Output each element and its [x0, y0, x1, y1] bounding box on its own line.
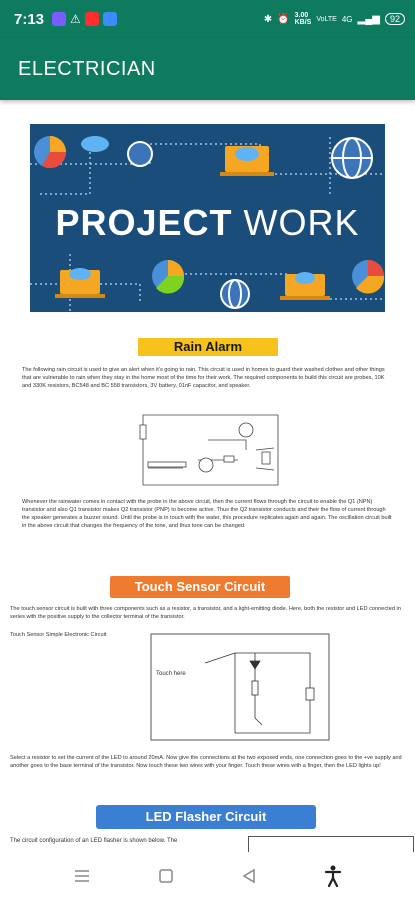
volte-label: VoLTE: [316, 15, 337, 23]
touch-sensor-caption: Touch Sensor Simple Electronic Circuit: [10, 632, 107, 638]
touch-sensor-intro: The touch sensor circuit is built with three components such as a resistor, a transistor, and a light-emitting diode. Here, both the resistor and LED connected in series with the positive supply to the collector terminal of the transistor.: [10, 606, 401, 620]
banner-word-project: PROJECT: [55, 202, 233, 243]
status-right: [264, 12, 405, 26]
navigation-bar: [0, 852, 415, 900]
status-time: 7:13: [14, 10, 45, 28]
touch-sensor-title: Touch Sensor Circuit: [110, 576, 290, 598]
rain-alarm-title: Rain Alarm: [138, 338, 278, 356]
signal-type: 4G: [341, 14, 353, 24]
rain-alarm-circuit-diagram: [128, 410, 288, 490]
accessibility-button[interactable]: [313, 856, 353, 896]
led-flasher-diagram-frame: [248, 836, 414, 852]
signal-icon: ▂▄▆: [357, 13, 380, 25]
accessibility-icon: [324, 865, 342, 887]
youtube-icon: [85, 12, 99, 26]
back-icon: [242, 868, 256, 884]
app-bar: [0, 38, 415, 100]
back-button[interactable]: [229, 856, 269, 896]
project-work-banner: [30, 124, 385, 312]
touch-here-label: Touch here: [156, 671, 186, 677]
cloud-icon: [103, 12, 117, 26]
status-bar: [0, 0, 415, 38]
home-button[interactable]: [146, 856, 186, 896]
alarm-icon: ⏰: [277, 13, 290, 25]
notification-icons: [52, 12, 117, 26]
banner-title: [30, 202, 385, 244]
led-flasher-title: LED Flasher Circuit: [96, 805, 316, 829]
battery-indicator: 92: [385, 13, 405, 25]
app-notification-icon: [52, 12, 66, 26]
recents-button[interactable]: [62, 856, 102, 896]
app-title: ELECTRICIAN: [18, 57, 156, 80]
banner-word-work: WORK: [243, 202, 360, 243]
warning-icon: ⚠: [70, 12, 81, 26]
bluetooth-icon: ✱: [263, 13, 273, 25]
rain-alarm-explanation: Whenever the rainwater comes in contact with the probe in the above circuit, then the current flows through the circuit to enable the Q1 (NPN) transistor and also Q1 transistor makes Q2 transistor (PNP) to become active. Thus the Q2 transistor conducts and their the flow of current through the speaker generates a buzzer sound. Until the probe is in touch with the water, this procedure replicates again and again. The oscillation circuit built in the above circuit that changes the frequency of the tone, and thus tone can be changed.: [22, 499, 392, 529]
pie-chart-icon: [34, 136, 66, 168]
home-icon: [159, 869, 173, 883]
led-flasher-intro: The circuit configuration of an LED flasher is shown below. The: [10, 838, 178, 844]
network-speed: 3.00 KB/S: [294, 12, 312, 26]
article-content[interactable]: [0, 100, 415, 852]
rain-alarm-intro: The following rain circuit is used to give an alert when it’s going to rain. This circuit is used in homes to guard their washed clothes and other things that are vulnerable to rain when they stay in the home most of the time for their work. The required components to build this circuit are probes, 10K and 330K resistors, BC548 and BC 558 transistors, 3V battery, 01nF capacitor, and speaker.: [22, 367, 385, 389]
touch-sensor-explanation: Select a resistor to set the current of the LED to around 20mA. Now give the connections at the two exposed ends, one connection goes to the +ve supply and another goes to the base terminal of the transistor. Now touch these two wires with your finger. Touch these wires with a finger, then the LED lights up!: [10, 755, 402, 769]
touch-sensor-circuit-diagram: [150, 633, 330, 741]
menu-recents-icon: [74, 869, 90, 883]
